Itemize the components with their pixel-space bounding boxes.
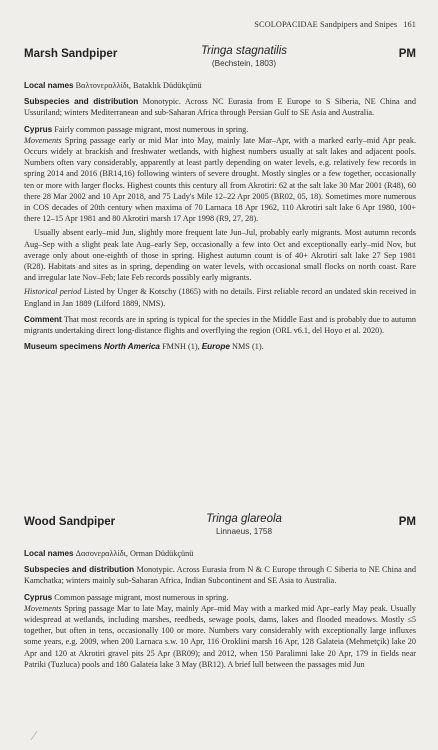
movements-text: Spring passage early or mid Mar into May, mainly late Mar–Apr, with a marked early–mid Apr peak. Occurs widely at brackish and freshwater wetlands, with highest numbers usually at salt lakes and adjacent pools. Numbers often vary considerably, apparently at least partly depending on water levels, e.g. relatively few records in spring 2014 and 2016 (BR14,16) following winters of severe drought. Mostly singles or a few together, occasionally ten or more with larger flocks. Highest counts this century all from Akrotiri: 62 at the salt lake 30 Mar 2001 (R48), 60 there 28 Mar 2002 and 10 Apr 2018, and 75 Lady's Mile 12–22 Apr 2005 (BR02, 05, 18). Sometimes more numerous in COS decades of 20th century when maxima of 70 Larnaca 18 Apr 1962, 110 Akrotiri salt lake 6 Apr 1980, 100+ there 12–15 Apr 1981 and 80 Akrotiri marsh 17 Apr 1998 (R9, 27, 28). <box>24 135 417 224</box>
subspecies-text: Monotypic. Across Eurasia from N & C Europe through C Siberia to NE China and Kamchatka; winters mainly sub-Saharan Africa, Indian Subcontinent and SE Asia to Australia. <box>24 565 416 586</box>
pencil-mark-icon <box>28 728 42 742</box>
species-title-row <box>24 45 416 75</box>
museum-value-north-america: FMNH (1), <box>162 342 200 352</box>
comment-text: That most records are in spring is typical for the species in the Middle East and is probably due to autumn migrants undertaking direct long-distance flights and overflying the region (ORL v6.1, del Hoyo et al. 2020). <box>24 314 416 336</box>
subspecies-label: Subspecies and distribution <box>24 565 135 575</box>
movements-text: Spring passage Mar to late May, mainly Apr–mid May with a marked mid Apr–early May peak. Usually widespread at wetlands, including marshes, reedbeds, sewage pools, dams, lakes and flooded meadows. Mostly ≤5 together, but often in tens, occasionally 100 or more. Numbers vary considerably with exceptionally large influxes some years, e.g. 2009, when 200 Larnaca s.w. 10 Apr, 116 Oroklini marsh 16 Apr, 128 Galateia (Mehmetçik) lake 20 Apr and 120 at Akrotiri gravel pits 25 Apr (BR09); and 2012, when 150 Paralimni lake 20 Apr, 179 in fields near Patriki (Tuzluca) pools and 180 Galateia lake 3 May (BR12). A brief lull between the passages mid Jun <box>24 603 417 669</box>
cyprus-paragraph <box>24 592 416 603</box>
movements-label: Movements <box>24 135 62 145</box>
subspecies-label: Subspecies and distribution <box>24 97 139 107</box>
running-head <box>200 20 416 29</box>
local-names-text: Βαλτονεραλλίδι, Bataklık Düdükçünü <box>75 81 202 90</box>
species-body <box>24 548 416 670</box>
status-code: PM <box>398 516 416 528</box>
cyprus-label: Cyprus <box>24 124 53 134</box>
local-names-label: Local names <box>24 81 74 90</box>
species-authority: Linnaeus, 1758 <box>216 527 272 536</box>
local-names-label: Local names <box>24 549 74 558</box>
comment-paragraph <box>24 314 416 336</box>
status-code: PM <box>398 48 416 60</box>
cyprus-label: Cyprus <box>24 592 53 602</box>
latin-name: Tringa glareola <box>206 513 282 525</box>
cyprus-text: Fairly common passage migrant, most numerous in spring. <box>54 124 249 134</box>
latin-name: Tringa stagnatilis <box>200 45 288 57</box>
cyprus-text: Common passage migrant, most numerous in spring. <box>54 592 229 602</box>
subspecies-paragraph <box>24 564 416 586</box>
running-head-title: SCOLOPACIDAE Sandpipers and Snipes <box>254 20 398 29</box>
local-names-text: Δασονεραλλίδι, Orman Düdükçünü <box>75 549 194 558</box>
common-name: Marsh Sandpiper <box>24 48 118 60</box>
species-account-marsh-sandpiper <box>24 45 416 355</box>
museum-paragraph <box>24 341 416 352</box>
museum-label: Museum specimens <box>24 342 102 352</box>
species-account-wood-sandpiper <box>24 513 416 673</box>
comment-label: Comment <box>24 314 62 324</box>
historical-label: Historical period <box>24 287 82 297</box>
historical-paragraph <box>24 286 416 308</box>
museum-region-north-america: North America <box>103 342 160 352</box>
subspecies-text: Monotypic. Across NC Eurasia from E Europe to S Siberia, NE China and Ussuriland; winters Mediterranean and sub-Saharan Africa through Persian Gulf to SE Asia and Australia. <box>24 97 416 118</box>
page-number: 161 <box>403 20 416 29</box>
species-title-row <box>24 513 416 543</box>
autumn-paragraph <box>24 227 416 283</box>
movements-paragraph <box>24 603 416 670</box>
species-authority: (Bechstein, 1803) <box>211 59 277 68</box>
species-body <box>24 80 416 352</box>
subspecies-paragraph <box>24 96 416 118</box>
common-name: Wood Sandpiper <box>24 516 116 528</box>
historical-text: Listed by Unger & Kotschy (1865) with no details. First reliable record an undated skin received in England in Jan 1889 (Lilford 1889, NMS). <box>24 287 416 308</box>
museum-value-europe: NMS (1). <box>232 342 264 352</box>
autumn-text: Usually absent early–mid Jun, slightly more frequent late Jun–Jul, probably early migrants. Most autumn records Aug–Sep with a slight peak late Aug–early Sep, occasionally a few into Oct and exceptionally early–mid Nov, but average only about one-eighth of those in spring. Highest autumn count is of 40+ Akrotiri salt lake 27 Sep 1981 (R28). Habitats and sites as in spring, depending on water levels, with occasional small flocks on north coast. Rare and irregular late Nov–Feb; late Feb records possibly early migrants. <box>24 228 416 283</box>
museum-region-europe: Europe <box>201 342 230 352</box>
cyprus-paragraph <box>24 124 416 135</box>
movements-paragraph <box>24 135 416 225</box>
movements-label: Movements <box>24 603 62 613</box>
local-names-paragraph <box>24 80 416 91</box>
local-names-paragraph <box>24 548 416 559</box>
